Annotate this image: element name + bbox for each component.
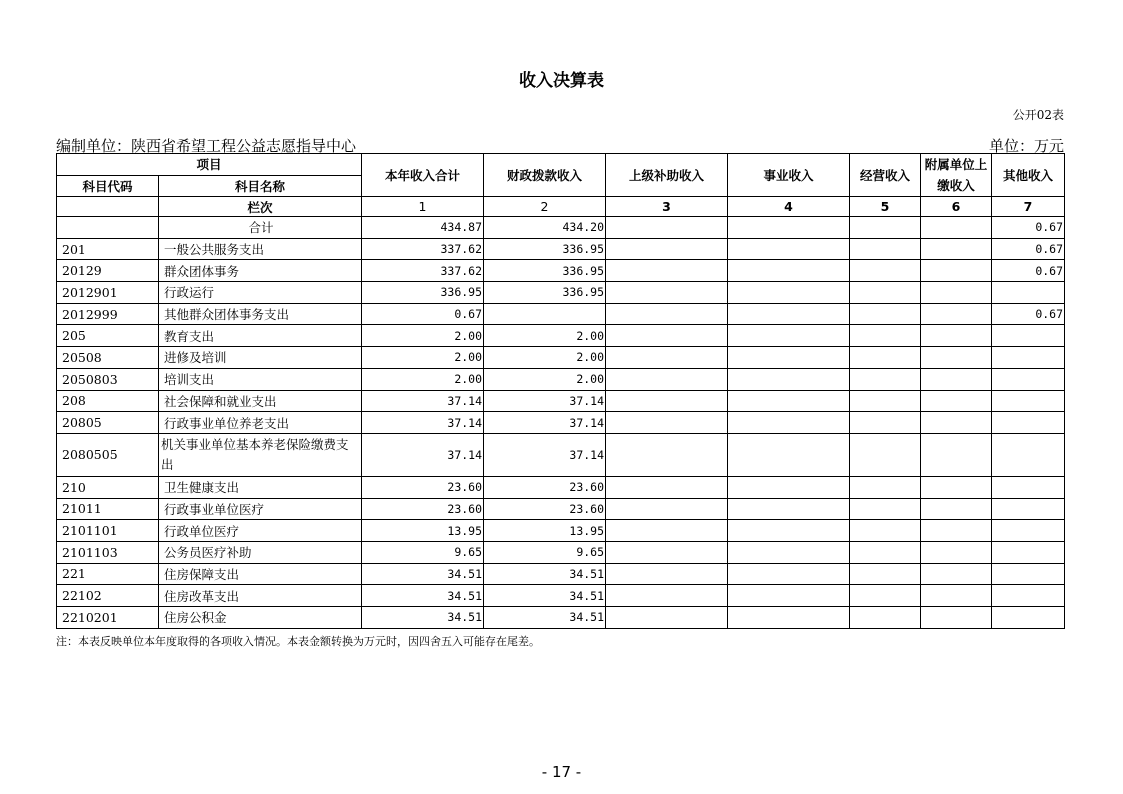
amount-total: 37.14 [362,433,484,476]
amount-business [728,368,850,390]
table-row [57,607,1065,629]
table-row [57,498,1065,520]
amount-fiscal: 336.95 [484,282,606,304]
amount-business [728,412,850,434]
amount-business [728,607,850,629]
subject-name: 教育支出 [159,325,362,347]
amount-total: 34.51 [362,607,484,629]
header-superior: 上级补助收入 [606,154,728,197]
subject-name: 行政运行 [159,282,362,304]
header-blank [57,197,159,217]
amount-superior [606,607,728,629]
subject-code: 2050803 [57,368,159,390]
subject-code: 2101103 [57,541,159,563]
amount-affiliated [921,498,992,520]
subject-code: 2012999 [57,303,159,325]
amount-business [728,585,850,607]
col-number: 2 [484,197,606,217]
amount-operating [850,476,921,498]
amount-operating [850,412,921,434]
amount-fiscal: 23.60 [484,498,606,520]
subject-name: 机关事业单位基本养老保险缴费支出 [159,433,362,476]
table-row [57,390,1065,412]
subject-code: 2012901 [57,282,159,304]
amount-business [728,520,850,542]
amount-fiscal: 34.51 [484,563,606,585]
subject-code: 205 [57,325,159,347]
amount-fiscal: 2.00 [484,347,606,369]
table-row [57,433,1065,476]
unit-row [56,135,1064,153]
amount-operating [850,347,921,369]
page-number: - 17 - [541,763,582,781]
amount-total: 337.62 [362,260,484,282]
amount-other: 0.67 [992,260,1065,282]
amount-superior [606,498,728,520]
amount-fiscal: 2.00 [484,325,606,347]
table-body [57,217,1065,629]
amount-affiliated [921,563,992,585]
col-number: 4 [728,197,850,217]
amount-affiliated [921,303,992,325]
amount-other [992,607,1065,629]
amount-total: 434.87 [362,217,484,239]
subject-name: 住房保障支出 [159,563,362,585]
amount-total: 23.60 [362,498,484,520]
amount-operating [850,217,921,239]
amount-affiliated [921,347,992,369]
amount-affiliated [921,607,992,629]
subject-name: 社会保障和就业支出 [159,390,362,412]
amount-business [728,476,850,498]
amount-other [992,541,1065,563]
amount-business [728,238,850,260]
subject-name: 公务员医疗补助 [159,541,362,563]
table-row [57,282,1065,304]
amount-fiscal: 34.51 [484,585,606,607]
col-number: 1 [362,197,484,217]
amount-business [728,325,850,347]
amount-business [728,217,850,239]
amount-other [992,520,1065,542]
subject-code [57,217,159,239]
col-number: 5 [850,197,921,217]
amount-affiliated [921,476,992,498]
amount-affiliated [921,412,992,434]
amount-business [728,303,850,325]
amount-other: 0.67 [992,217,1065,239]
table-row [57,260,1065,282]
table-row [57,520,1065,542]
amount-operating [850,368,921,390]
amount-affiliated [921,238,992,260]
amount-total: 34.51 [362,563,484,585]
header-other: 其他收入 [992,154,1065,197]
amount-affiliated [921,325,992,347]
amount-total: 2.00 [362,325,484,347]
amount-other [992,476,1065,498]
amount-superior [606,563,728,585]
subject-code: 20805 [57,412,159,434]
amount-other [992,282,1065,304]
amount-total: 37.14 [362,412,484,434]
subject-name: 住房改革支出 [159,585,362,607]
amount-superior [606,390,728,412]
amount-other: 0.67 [992,238,1065,260]
amount-superior [606,520,728,542]
amount-fiscal: 37.14 [484,390,606,412]
table-row [57,541,1065,563]
subject-name: 行政单位医疗 [159,520,362,542]
amount-total: 23.60 [362,476,484,498]
amount-other [992,563,1065,585]
amount-total: 336.95 [362,282,484,304]
amount-total: 337.62 [362,238,484,260]
subject-code: 208 [57,390,159,412]
amount-affiliated [921,217,992,239]
subject-name: 群众团体事务 [159,260,362,282]
amount-affiliated [921,260,992,282]
subject-name: 卫生健康支出 [159,476,362,498]
amount-superior [606,433,728,476]
amount-total: 34.51 [362,585,484,607]
subject-code: 210 [57,476,159,498]
amount-affiliated [921,368,992,390]
header-name: 科目名称 [159,175,362,197]
amount-total: 2.00 [362,347,484,369]
header-item: 项目 [57,154,362,176]
amount-operating [850,282,921,304]
amount-other: 0.67 [992,303,1065,325]
table-row [57,303,1065,325]
amount-superior [606,347,728,369]
subject-code: 20129 [57,260,159,282]
amount-affiliated [921,585,992,607]
header-total: 本年收入合计 [362,154,484,197]
subject-name: 一般公共服务支出 [159,238,362,260]
amount-superior [606,303,728,325]
amount-other [992,412,1065,434]
subject-name: 住房公积金 [159,607,362,629]
col-number: 7 [992,197,1065,217]
header-fiscal: 财政拨款收入 [484,154,606,197]
amount-operating [850,390,921,412]
table-row [57,347,1065,369]
amount-fiscal: 13.95 [484,520,606,542]
table-row [57,325,1065,347]
amount-fiscal: 9.65 [484,541,606,563]
table-row [57,563,1065,585]
amount-affiliated [921,520,992,542]
amount-superior [606,325,728,347]
amount-fiscal [484,303,606,325]
subject-code: 201 [57,238,159,260]
subject-name: 其他群众团体事务支出 [159,303,362,325]
unit-label: 单位：万元 [988,137,1064,155]
amount-fiscal: 37.14 [484,433,606,476]
amount-superior [606,368,728,390]
amount-affiliated [921,541,992,563]
subject-code: 2101101 [57,520,159,542]
subject-name: 行政事业单位养老支出 [159,412,362,434]
col-number: 3 [606,197,728,217]
amount-total: 13.95 [362,520,484,542]
amount-business [728,390,850,412]
subject-code: 2080505 [57,433,159,476]
amount-business [728,498,850,520]
amount-business [728,347,850,369]
subject-name: 培训支出 [159,368,362,390]
amount-operating [850,325,921,347]
subject-code: 21011 [57,498,159,520]
amount-business [728,260,850,282]
subject-code: 2210201 [57,607,159,629]
subject-code: 22102 [57,585,159,607]
amount-operating [850,563,921,585]
amount-total: 9.65 [362,541,484,563]
amount-operating [850,585,921,607]
amount-operating [850,520,921,542]
income-table [56,153,1065,629]
amount-operating [850,303,921,325]
amount-fiscal: 336.95 [484,238,606,260]
amount-superior [606,260,728,282]
amount-business [728,282,850,304]
header-code: 科目代码 [57,175,159,197]
amount-other [992,433,1065,476]
amount-fiscal: 336.95 [484,260,606,282]
header-business: 事业收入 [728,154,850,197]
subject-name: 进修及培训 [159,347,362,369]
subject-code: 221 [57,563,159,585]
col-number: 6 [921,197,992,217]
amount-total: 37.14 [362,390,484,412]
table-row [57,368,1065,390]
amount-superior [606,541,728,563]
subject-name: 合计 [159,217,362,239]
amount-operating [850,238,921,260]
header-row-label: 栏次 [159,197,362,217]
form-number: 公开02表 [1012,108,1064,122]
amount-affiliated [921,433,992,476]
amount-business [728,433,850,476]
amount-fiscal: 2.00 [484,368,606,390]
amount-operating [850,607,921,629]
amount-total: 0.67 [362,303,484,325]
table-row [57,217,1065,239]
amount-operating [850,260,921,282]
amount-other [992,585,1065,607]
org-label: 编制单位：陕西省希望工程公益志愿指导中心 [56,137,357,155]
amount-operating [850,498,921,520]
subject-name: 行政事业单位医疗 [159,498,362,520]
amount-business [728,541,850,563]
amount-total: 2.00 [362,368,484,390]
table-row [57,585,1065,607]
amount-fiscal: 37.14 [484,412,606,434]
amount-superior [606,585,728,607]
amount-superior [606,217,728,239]
amount-other [992,498,1065,520]
amount-affiliated [921,390,992,412]
table-row [57,476,1065,498]
table-row [57,238,1065,260]
amount-other [992,368,1065,390]
amount-superior [606,412,728,434]
amount-other [992,390,1065,412]
amount-operating [850,541,921,563]
page-title: 收入决算表 [519,71,604,91]
amount-fiscal: 434.20 [484,217,606,239]
amount-other [992,347,1065,369]
amount-fiscal: 34.51 [484,607,606,629]
amount-affiliated [921,282,992,304]
subject-code: 20508 [57,347,159,369]
header-affiliated: 附属单位上缴收入 [921,154,992,197]
amount-other [992,325,1065,347]
table-row [57,412,1065,434]
amount-operating [850,433,921,476]
footnote: 注：本表反映单位本年度取得的各项收入情况。本表金额转换为万元时，因四舍五入可能存在尾差。 [56,635,540,648]
amount-superior [606,476,728,498]
amount-business [728,563,850,585]
header-operating: 经营收入 [850,154,921,197]
amount-fiscal: 23.60 [484,476,606,498]
amount-superior [606,238,728,260]
amount-superior [606,282,728,304]
